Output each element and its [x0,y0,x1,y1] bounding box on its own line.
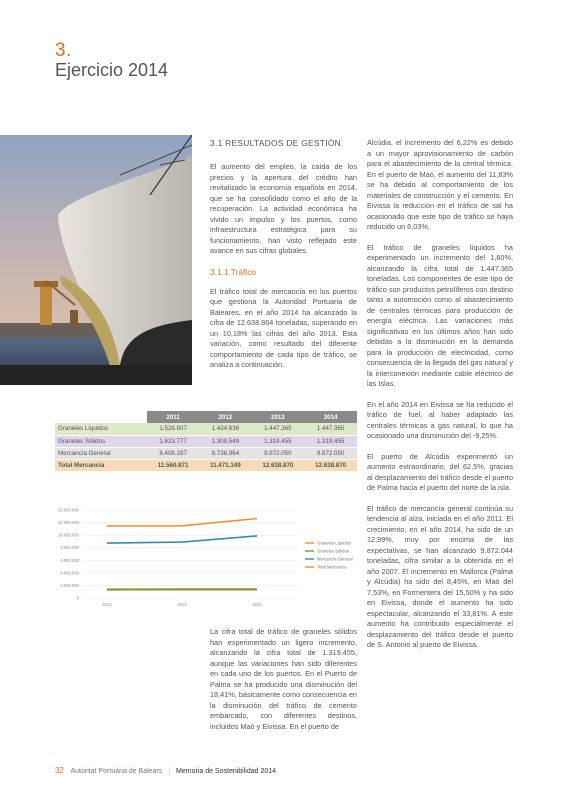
right-column [367,138,513,661]
table-header-cell: 2011 [147,411,199,423]
intro-paragraph: El aumento del empleo, la caída de los precios y la apertura del crédito han revitalizado la economía española en 2014, que se ha consolidado como el año de la recuperación. La actividad económica ha vivido un impulso y los puertos, como infraestructura estratégica para su funcionamiento, han visto reflejado este avance en sus cifras globales. [210,162,357,255]
y-tick-label: 6.000.000 [60,557,79,563]
traffic-table [55,411,357,472]
table-row [55,423,357,435]
footer-separator: | [168,768,171,775]
table-header-cell: 2012 [199,411,251,423]
chapter-title: Ejercicio 2014 [55,60,169,80]
row-label: Graneles Sólidos [55,435,147,447]
table-cell: 11.471.149 [199,459,251,471]
y-tick-label: 12.000.000 [58,520,79,526]
page-footer [55,766,276,775]
table-row [55,435,357,447]
graneles-solidos-paragraph: La cifra total de tráfico de graneles sólidos han experimentado un ligero incremento, alcanzando la cifra total de 1.319.455, aunque las variaciones han sido diferentes en cada uno de los puertos. En el Puerto de Palma se ha producido una disminución del 18,41%, básicamente como consecuencia en la disminución del tráfico de cemento embarcado, con diferentes destinos, incluidos Maó y Eivissa. En el puerto de [210,627,357,731]
table-row-total [55,459,357,471]
series-line [107,536,257,543]
x-tick-label: 2013 [177,602,187,607]
table-cell: 1.319.455 [304,435,357,447]
footer-doc-title: Memoria de Sostenibilidad 2014 [176,768,277,775]
y-tick-label: 4.000.000 [60,570,79,576]
table-cell: 1.319.455 [252,435,305,447]
table-cell: 9.872.050 [304,447,357,459]
legend-label: Mercancía General [317,556,353,562]
right-paragraph-1: Alcúdia, el incremento del 6,22% es debido a un mayor aprovisionamiento de carbón para el abastecimiento de la central térmica. En el puerto de Maó, el aumento del 11,83% se ha debido al comportamiento de los materiales de construcción y el cemento. En Eivissa la reducción en el tráfico de sal ha ocasionado que este tipo de tráfico se haya reducido un 6,03%. [367,138,513,231]
table-cell: 1.447.365 [304,423,357,435]
table-row [55,447,357,459]
table-cell: 9.872.050 [252,447,305,459]
right-paragraph-5: El tráfico de mercancía general continúa su tendencia al alza, iniciada en el año 2011. El crecimiento, en el año 2014, ha sido de un 12,99%, muy por encima de las expectativas, se han alcanzado 9.872.044 toneladas, cifra similar a la obtenida en el año 2007. El incremento en Mallorca (Palma y Alcúdia) ha sido del 8,45%, en Maó del 7,53%, en Formentera del 15,50% y ha sido en Eivissa, donde el aumento ha sido espectacular, alcanzando el 33,81%. A este aumento ha contribuido especialmente el desplazamiento del tráfico desde el puerto de S. Antonio al puerto de Eivissa. [367,503,513,649]
trafico-paragraph: El tráfico total de mercancía en los puertos que gestiona la Autoridad Portuaria de Baleares, en el año 2014 ha alcanzado la cifra de 12.638.864 toneladas, superando en un 10,18% las cifras del año 2013. Esta variación, como resultado del diferente comportamiento de cada tipo de tráfico, se analiza a continuación. [210,286,357,369]
row-label: Graneles Líquidos [55,423,147,435]
legend-label: Graneles Líquidos [317,540,351,546]
table-header-row [55,411,357,423]
footer-org: Autoritat Portuària de Balears [70,768,163,775]
chapter-number: 3. [55,40,72,61]
table-cell: 1.528.807 [147,423,199,435]
table-cell: 8.736.964 [199,447,251,459]
x-tick-label: 2012 [102,602,112,607]
table-cell: 12.638.870 [252,459,305,471]
table-header-cell: 2014 [304,411,357,423]
y-tick-label: 8.000.000 [60,545,79,551]
section-column-continued [210,627,357,742]
legend-label: Graneles Sólidos [317,548,349,554]
y-tick-label: 0 [76,595,79,601]
traffic-line-chart [52,505,362,610]
y-tick-label: 14.000.000 [58,507,79,513]
page-number: 32 [55,766,64,775]
section-column [210,138,357,381]
table-cell: 12.638.870 [304,459,357,471]
table-header-cell: 2013 [252,411,305,423]
row-label: Mercancía General [55,447,147,459]
x-tick-label: 2014 [252,602,262,607]
y-tick-label: 10.000.000 [58,532,79,538]
table-cell: 1.424.636 [199,423,251,435]
right-paragraph-4: El puerto de Alcúdia experimentó un aumento extraordinario, del 62,5%, gracias al desplazamiento del tráfico desde el puerto de Palma hacia el puerto del norte de la isla. [367,451,513,492]
right-paragraph-3: En el año 2014 en Eivissa se ha reducido el tráfico de fuel, al haber adaptado las centrales térmicas a gas natural, lo que ha ocasionado una disminución del -9,25%. [367,399,513,440]
table-header-blank [55,411,147,423]
y-tick-label: 2.000.000 [60,582,79,588]
table-cell: 1.447.365 [252,423,305,435]
row-label: Total Mercancía [55,459,147,471]
subsection-heading: 3.1.1 Tráfico [210,266,257,277]
right-paragraph-2: El tráfico de graneles líquidos ha experimentado un incremento del 1,60%, alcanzando la cifra total de 1.447.365 toneladas. Los componentes de este tipo de tráfico son productos petrolíferos con destino tanto a automoción como al abastecimiento de centrales térmicas para producción de energía eléctrica. Las variaciones más significativas en los últimos años han sido debidas a la disminución en la demanda para la producción de electricidad, como consecuencia de la llegada del gas natural y la interconexión mediante cable eléctrico de las Islas. [367,242,513,388]
section-heading: 3.1 RESULTADOS DE GESTIÓN [210,138,341,148]
series-line [107,519,257,526]
table-cell: 1.309.549 [199,435,251,447]
ship-photo [0,135,192,385]
table-cell: 8.408.287 [147,447,199,459]
table-cell: 1.623.777 [147,435,199,447]
legend-label: Total Mercancía [317,564,347,570]
table-cell: 11.560.871 [147,459,199,471]
